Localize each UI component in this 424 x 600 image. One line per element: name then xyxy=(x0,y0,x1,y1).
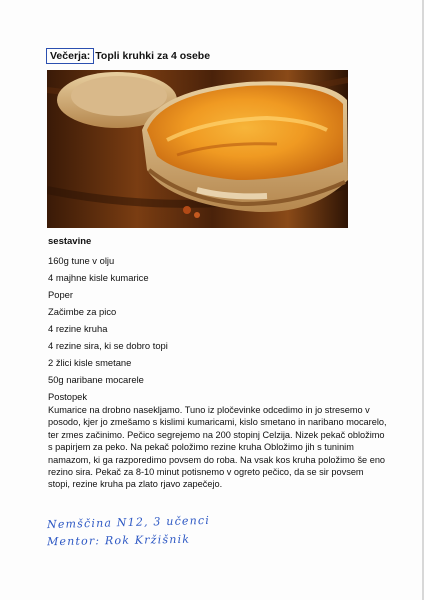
ingredients-list xyxy=(48,252,168,405)
cheese-toast-image xyxy=(47,70,348,228)
handwritten-class-note: Nemščina N12, 3 učenci xyxy=(46,513,211,532)
ingredient-item: 4 majhne kisle kumarice xyxy=(48,272,149,283)
ingredient-item: Poper xyxy=(48,289,74,300)
ingredient-item: 4 rezine kruha xyxy=(48,323,108,334)
ingredient-item: 2 žlici kisle smetane xyxy=(48,357,132,368)
meal-label: Večerja: xyxy=(46,48,94,64)
ingredient-item: 50g naribane mocarele xyxy=(48,374,144,385)
ingredient-item: 4 rezine sira, ki se dobro topi xyxy=(48,340,168,351)
recipe-title-row xyxy=(46,48,210,64)
method-text: Kumarice na drobno nasekljamo. Tuno iz pločevinke odcedimo in jo stresemo v posodo, kjer jo zmešamo s kislimi kumaricami, kislo smetano in naribano mocarelo, ter zmes začinimo. Pečico segrejemo na 200 stopinj Celzija. Nizek pekač obložimo s papirjem za peko. Na pekač položimo rezine kruha Obložimo jih s tuninim namazom, ki ga razporedimo povsem do roba. Na vsak kos kruha položimo še eno rezino sira. Pekač za 8-10 minut potisnemo v ogreto pečico, da se sir povsem stopi, rezine kruha pa zlato rjavo zapečejo. xyxy=(48,405,387,490)
ingredients-heading: sestavine xyxy=(48,236,92,247)
handwritten-mentor-note: Mentor: Rok Kržišnik xyxy=(46,532,191,549)
ingredient-item: 160g tune v olju xyxy=(48,255,115,266)
cheese-toast-photo xyxy=(47,70,348,228)
recipe-title: Topli kruhki za 4 osebe xyxy=(95,50,211,62)
method-heading: Postopek xyxy=(48,391,88,402)
ingredient-item: Začimbe za pico xyxy=(48,306,117,317)
